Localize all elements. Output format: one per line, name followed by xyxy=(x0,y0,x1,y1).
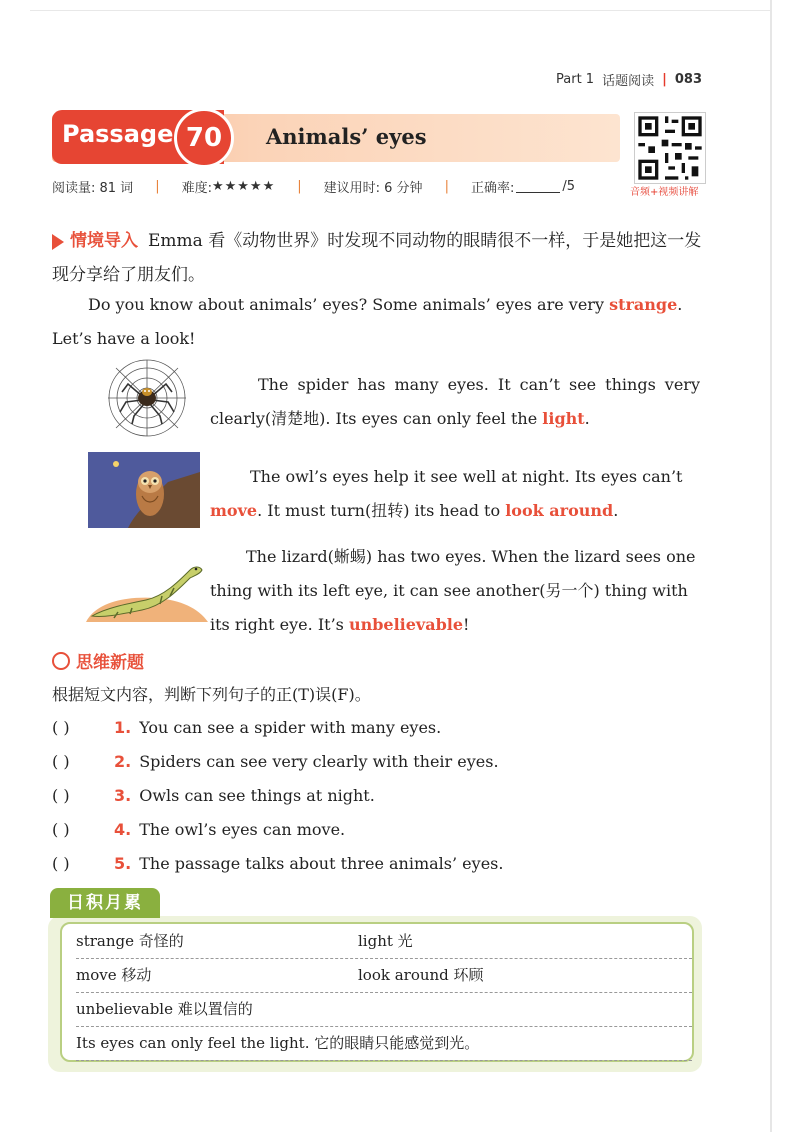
vocab-item: look around 环顾 xyxy=(358,966,484,984)
question-text: Spiders can see very clearly with their eyes. xyxy=(139,752,499,771)
intro-text: Emma 看《动物世界》时发现不同动物的眼睛很不一样，于是她把这一发现分享给了朋友们。 xyxy=(52,231,702,285)
para3-text: The owl’s eyes help it see well at night. Its eyes can’t xyxy=(250,467,683,486)
exercise-heading xyxy=(52,648,144,673)
question-number: 1. xyxy=(114,718,132,737)
para1-text: Do you know about animals’ eyes? Some animals’ eyes are very xyxy=(88,295,610,314)
para4-text: The lizard(蜥蜴) has two eyes. When the lizard sees one thing with its left eye, it can see another(另一个) thing with its right eye. It’s xyxy=(210,547,696,634)
info-divider: | xyxy=(444,179,449,194)
lizard-illustration xyxy=(86,552,208,626)
vocab-row xyxy=(76,964,692,993)
owl-illustration xyxy=(88,452,200,528)
keyword-look-around: look around xyxy=(505,501,614,520)
word-count: 阅读量: 81 词 xyxy=(52,181,134,196)
question-3 xyxy=(52,786,375,805)
header-section: 话题阅读 xyxy=(602,74,655,89)
vocab-row xyxy=(76,998,692,1027)
question-1 xyxy=(52,718,441,737)
top-border xyxy=(30,10,770,11)
question-text: The passage talks about three animals’ eyes. xyxy=(139,854,504,873)
question-text: You can see a spider with many eyes. xyxy=(139,718,442,737)
difficulty-stars-icon: ★★★★★ xyxy=(211,179,276,194)
lightbulb-icon xyxy=(52,652,70,670)
passage-paragraph-owl xyxy=(210,460,700,528)
keyword-unbelievable: unbelievable xyxy=(348,615,464,634)
question-number: 5. xyxy=(114,854,132,873)
vocab-row xyxy=(76,1032,692,1061)
answer-blank[interactable]: ( ) xyxy=(52,718,70,737)
intro-paragraph xyxy=(52,224,712,292)
question-4 xyxy=(52,820,345,839)
difficulty-label: 难度: xyxy=(181,181,212,196)
vocabulary-title: 日积月累 xyxy=(50,888,160,918)
passage-paragraph-lizard xyxy=(210,540,700,642)
answer-blank[interactable]: ( ) xyxy=(52,752,70,771)
question-text: The owl’s eyes can move. xyxy=(139,820,346,839)
intro-tag: 情境导入 xyxy=(70,231,138,251)
exercise-instruction: 根据短文内容，判断下列句子的正(T)误(F)。 xyxy=(52,685,371,704)
info-divider: | xyxy=(297,179,302,194)
accuracy-label: 正确率: xyxy=(470,181,515,196)
question-number: 3. xyxy=(114,786,132,805)
passage-title: Animals’ eyes xyxy=(266,124,427,149)
keyword-strange: strange xyxy=(609,295,678,314)
para1-text-end: . Let’s have a look! xyxy=(52,295,683,348)
play-triangle-icon xyxy=(52,234,64,250)
question-text: Owls can see things at night. xyxy=(139,786,375,805)
qr-code[interactable] xyxy=(634,112,706,184)
passage-paragraph-1 xyxy=(52,288,712,356)
page-number: 083 xyxy=(674,72,702,87)
keyword-move: move xyxy=(210,501,258,520)
passage-label: Passage xyxy=(62,120,174,148)
question-2 xyxy=(52,752,499,771)
accuracy-total: /5 xyxy=(562,179,575,194)
passage-paragraph-spider xyxy=(210,368,700,436)
keyword-light: light xyxy=(542,409,585,428)
passage-number: 70 xyxy=(174,108,234,168)
para3-text-mid: . It must turn(扭转) its head to xyxy=(257,501,506,520)
vocab-item: move 移动 xyxy=(76,966,152,984)
vocab-item: light 光 xyxy=(358,932,413,950)
qr-code-icon xyxy=(635,113,705,183)
vocab-item: unbelievable 难以置信的 xyxy=(76,1000,253,1018)
para4-text-end: ! xyxy=(463,615,470,634)
exercise-title: 思维新题 xyxy=(76,653,144,673)
question-5 xyxy=(52,854,503,873)
suggested-time: 建议用时: 6 分钟 xyxy=(323,181,423,196)
reading-info-bar xyxy=(52,177,575,196)
spider-illustration xyxy=(104,358,190,438)
header-divider: | xyxy=(662,72,667,87)
vocab-sentence: Its eyes can only feel the light. 它的眼睛只能感觉到光。 xyxy=(76,1034,480,1052)
accuracy-blank[interactable] xyxy=(516,180,560,193)
qr-label: 音频+视频讲解 xyxy=(630,187,699,198)
question-number: 4. xyxy=(114,820,132,839)
vocab-row xyxy=(76,930,692,959)
header-part: Part 1 xyxy=(556,72,595,87)
vocab-item: strange 奇怪的 xyxy=(76,932,184,950)
page-header xyxy=(556,70,702,89)
para2-text-end: . xyxy=(584,409,590,428)
question-number: 2. xyxy=(114,752,132,771)
page-edge xyxy=(770,0,772,1132)
answer-blank[interactable]: ( ) xyxy=(52,820,70,839)
answer-blank[interactable]: ( ) xyxy=(52,854,70,873)
para3-text-end: . xyxy=(613,501,619,520)
answer-blank[interactable]: ( ) xyxy=(52,786,70,805)
para2-text: The spider has many eyes. It can’t see things very clearly(清楚地). Its eyes can only feel the xyxy=(210,375,700,428)
info-divider: | xyxy=(155,179,160,194)
